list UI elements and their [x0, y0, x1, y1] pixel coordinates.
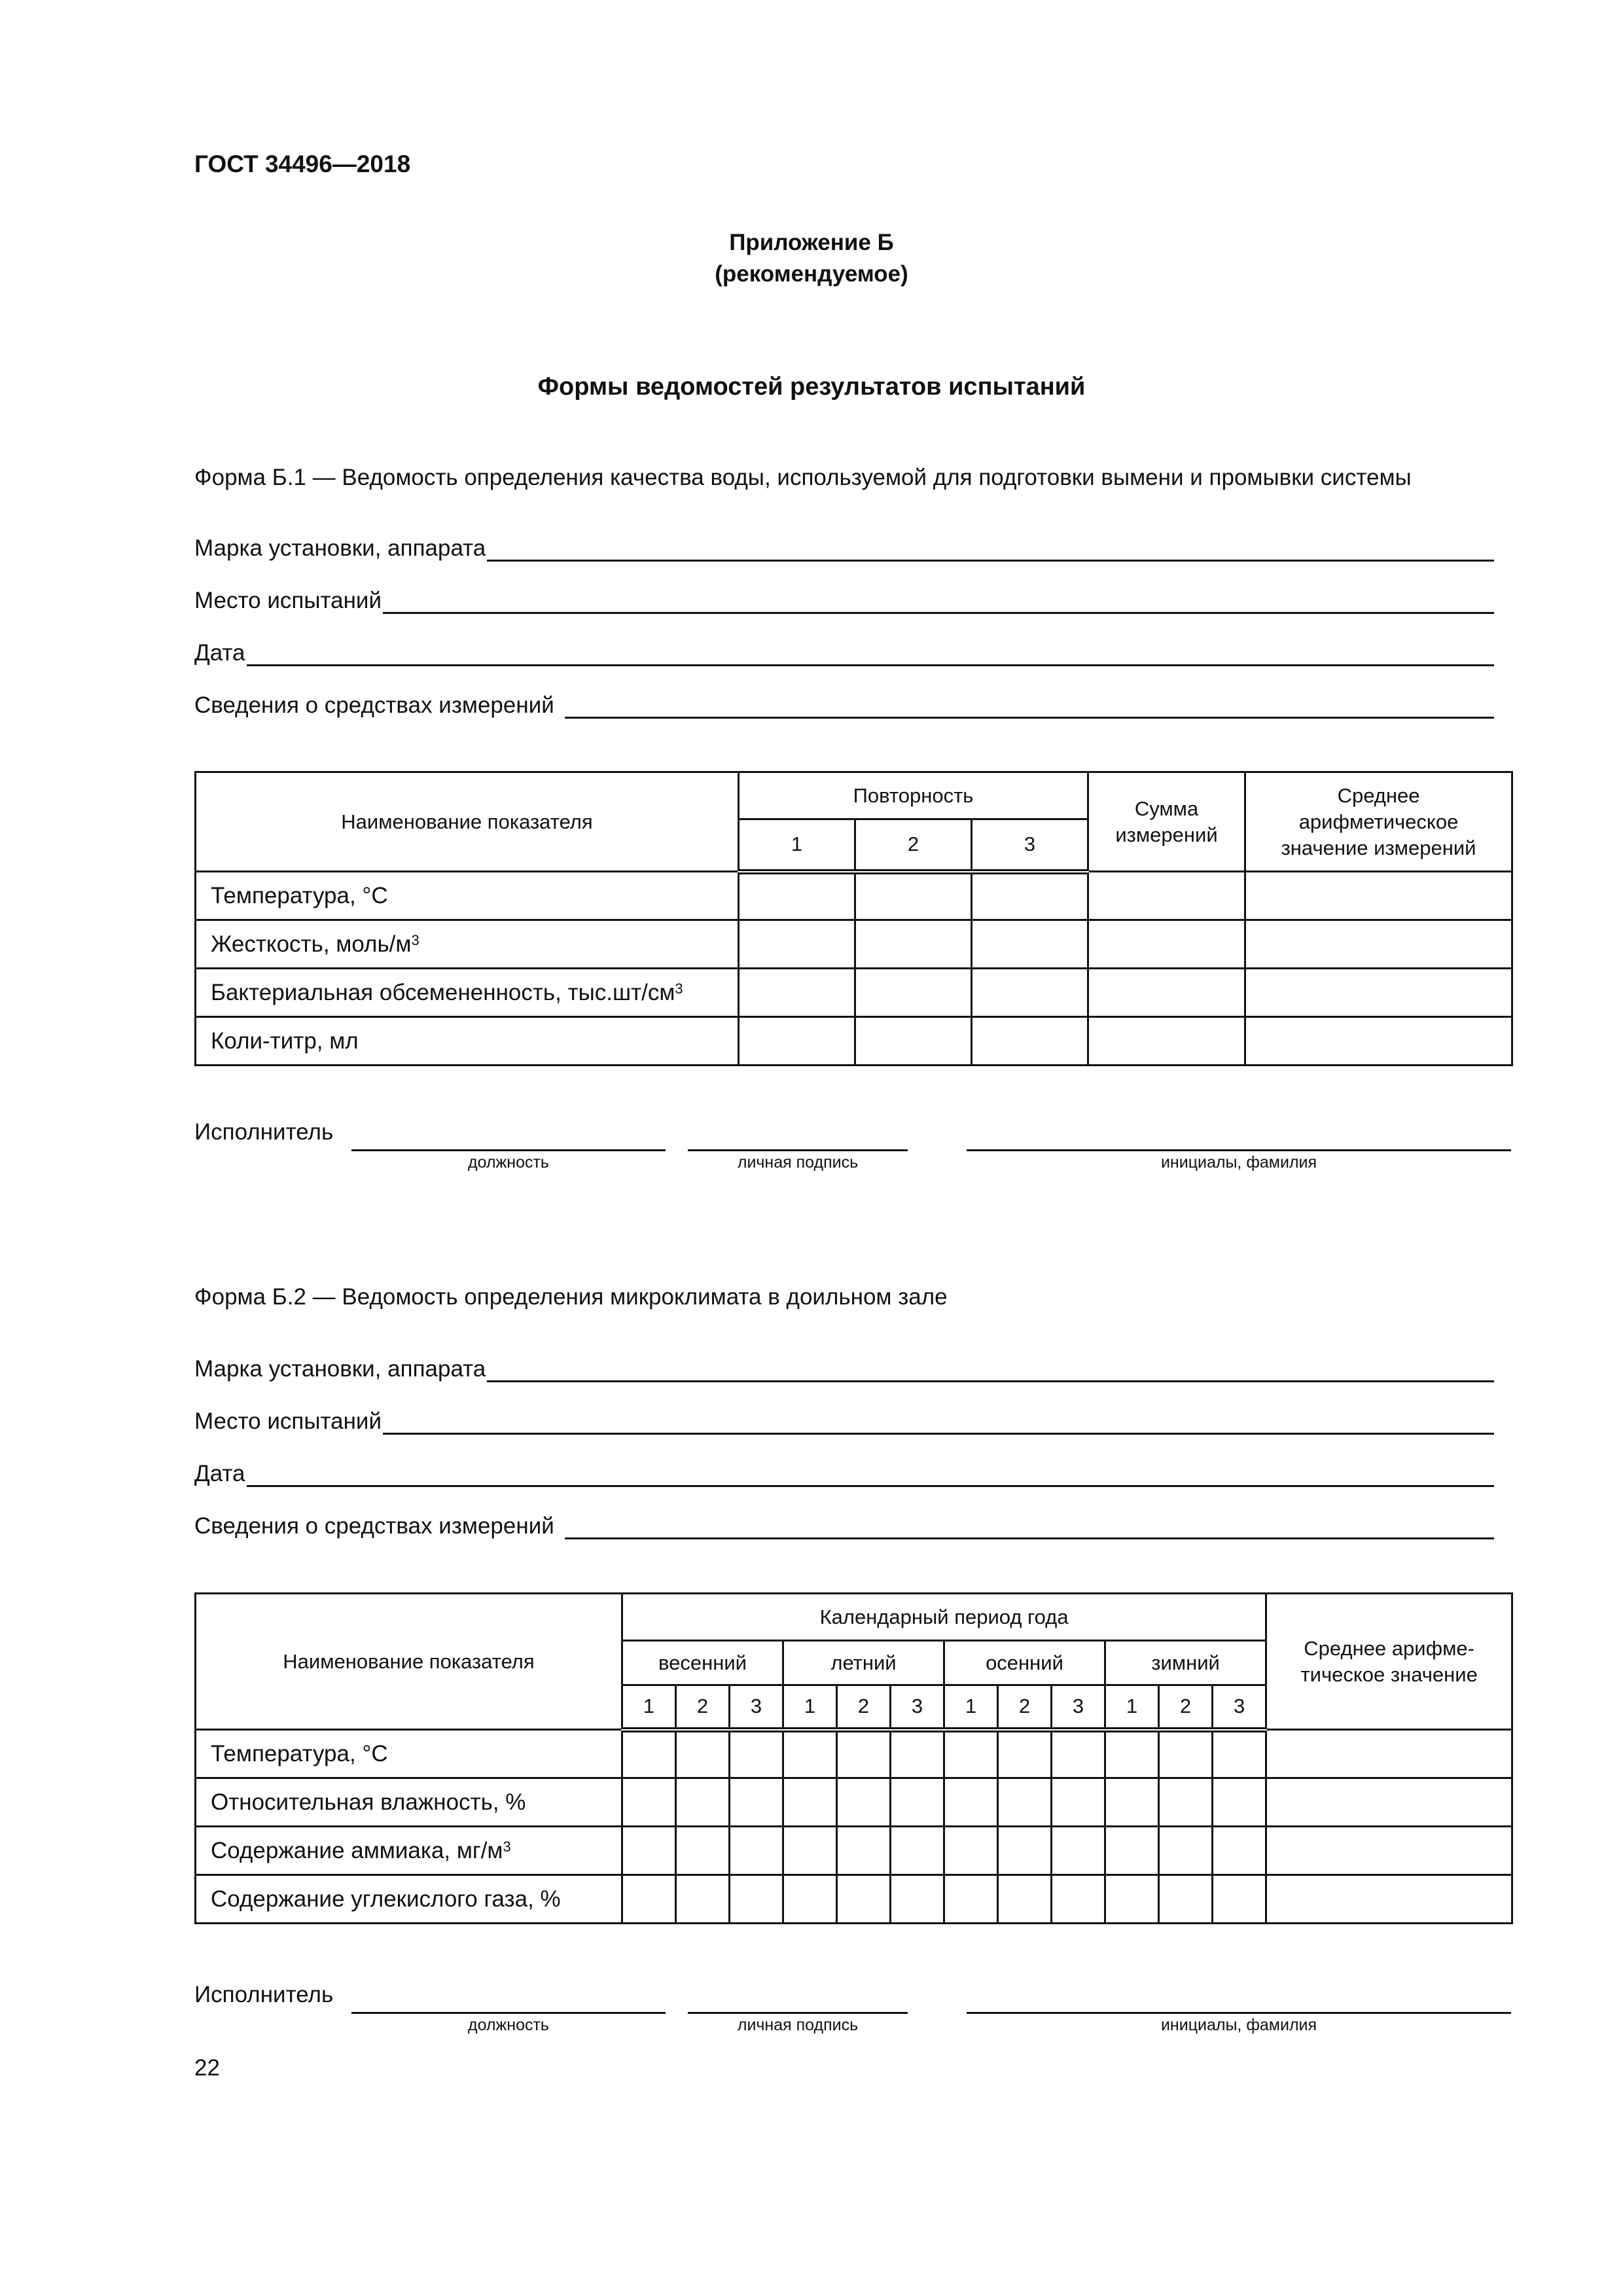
header-name: Наименование показателя [196, 1594, 622, 1730]
fill-line[interactable] [487, 535, 1494, 562]
sub-num: 1 [1105, 1685, 1159, 1730]
sub-num: 3 [1052, 1685, 1105, 1730]
cell[interactable] [1213, 1827, 1266, 1875]
page-title: Формы ведомостей результатов испытаний [537, 373, 1086, 401]
cell[interactable] [1052, 1730, 1105, 1778]
fill-line[interactable] [383, 587, 1494, 614]
form1-executor [194, 1119, 1511, 1191]
cell[interactable] [1245, 920, 1512, 969]
cell[interactable] [1159, 1730, 1213, 1778]
header-mean: Среднее арифме-тическое значение [1266, 1594, 1512, 1730]
table-row [196, 1875, 1512, 1924]
cell[interactable] [1159, 1875, 1213, 1924]
cell[interactable] [730, 1827, 783, 1875]
fill-line[interactable] [565, 692, 1494, 719]
position-caption: должность [468, 2016, 549, 2034]
sub-num: 2 [998, 1685, 1052, 1730]
position-caption: должность [468, 1153, 549, 1172]
header-repeat: Повторность [739, 772, 1088, 819]
table-row [196, 872, 1512, 920]
field-label: Сведения о средствах измерений [194, 1513, 554, 1539]
cell[interactable] [998, 1778, 1052, 1827]
cell[interactable] [739, 969, 855, 1017]
sub-num: 3 [891, 1685, 944, 1730]
cell[interactable] [837, 1827, 891, 1875]
season-summer: летний [783, 1641, 944, 1685]
cell[interactable] [783, 1778, 837, 1827]
row-label: Температура, °С [196, 872, 739, 920]
field-label: Сведения о средствах измерений [194, 692, 554, 718]
table-row [196, 1730, 1512, 1778]
form2-title: Форма Б.2 — Ведомость определения микроклимата в доильном зале [194, 1284, 948, 1310]
name-caption: инициалы, фамилия [1160, 2016, 1317, 2034]
table-row [196, 969, 1512, 1017]
form2-field-brand[interactable] [194, 1351, 1494, 1382]
form1-field-place[interactable] [194, 583, 1494, 614]
cell[interactable] [1052, 1875, 1105, 1924]
row-label: Относительная влажность, % [196, 1778, 622, 1827]
fill-line[interactable] [247, 1460, 1494, 1487]
signature-caption: личная подпись [737, 2016, 859, 2034]
repeat-num: 3 [972, 819, 1088, 872]
cell[interactable] [944, 1778, 998, 1827]
cell[interactable] [1213, 1778, 1266, 1827]
cell[interactable] [891, 1827, 944, 1875]
fill-line[interactable] [247, 639, 1494, 666]
fill-line[interactable] [383, 1408, 1494, 1435]
cell[interactable] [783, 1730, 837, 1778]
standard-number: ГОСТ 34496—2018 [194, 151, 411, 177]
table-row [196, 1778, 1512, 1827]
form2-field-instruments[interactable] [194, 1508, 1494, 1539]
executor-label: Исполнитель [194, 1982, 334, 2007]
row-label: Бактериальная обсемененность, $тыс.шт/см^3$ [196, 969, 739, 1017]
form1-table [194, 771, 1513, 1066]
sub-num: 1 [783, 1685, 837, 1730]
cell[interactable] [1159, 1778, 1213, 1827]
cell[interactable] [837, 1875, 891, 1924]
header-name: Наименование показателя [196, 772, 739, 872]
row-label: Содержание аммиака, $мг/м^3$ [196, 1827, 622, 1875]
cell[interactable] [676, 1827, 730, 1875]
cell[interactable] [972, 1017, 1088, 1066]
table-row [196, 1827, 1512, 1875]
cell[interactable] [891, 1875, 944, 1924]
form2-table [194, 1592, 1513, 1924]
cell[interactable] [622, 1875, 676, 1924]
position-line[interactable] [351, 1149, 666, 1151]
fill-line[interactable] [565, 1513, 1494, 1539]
season-spring: весенний [622, 1641, 783, 1685]
cell[interactable] [998, 1730, 1052, 1778]
field-label: Марка установки, аппарата [194, 535, 486, 561]
form1-field-instruments[interactable] [194, 687, 1494, 719]
cell[interactable] [1105, 1778, 1159, 1827]
cell[interactable] [730, 1778, 783, 1827]
field-label: Марка установки, аппарата [194, 1356, 486, 1382]
repeat-num: 2 [855, 819, 972, 872]
cell[interactable] [972, 920, 1088, 969]
cell[interactable] [1088, 920, 1245, 969]
cell[interactable] [837, 1730, 891, 1778]
cell[interactable] [944, 1730, 998, 1778]
form1-title: Форма Б.1 — Ведомость определения качества воды, используемой для подготовки вымени и промывки системы [194, 465, 1412, 490]
cell[interactable] [998, 1827, 1052, 1875]
cell[interactable] [739, 1017, 855, 1066]
cell[interactable] [1245, 872, 1512, 920]
row-label: Жесткость, моль/$м^3$ [196, 920, 739, 969]
cell[interactable] [944, 1875, 998, 1924]
executor-label: Исполнитель [194, 1119, 334, 1145]
cell[interactable] [891, 1778, 944, 1827]
cell[interactable] [855, 920, 972, 969]
cell[interactable] [1088, 1017, 1245, 1066]
name-caption: инициалы, фамилия [1160, 1153, 1317, 1172]
repeat-num: 1 [739, 819, 855, 872]
cell[interactable] [1266, 1730, 1512, 1778]
name-line[interactable] [967, 2012, 1511, 2014]
cell[interactable] [783, 1875, 837, 1924]
cell[interactable] [1052, 1827, 1105, 1875]
cell[interactable] [676, 1875, 730, 1924]
form2-field-date[interactable] [194, 1456, 1494, 1487]
field-label: Место испытаний [194, 588, 382, 613]
sub-num: 1 [622, 1685, 676, 1730]
cell[interactable] [730, 1730, 783, 1778]
form2-executor [194, 1982, 1511, 2054]
season-autumn: осенний [944, 1641, 1105, 1685]
appendix-title: Приложение Б [729, 230, 894, 255]
cell[interactable] [1105, 1730, 1159, 1778]
signature-line[interactable] [688, 2012, 908, 2014]
table-row [196, 1017, 1512, 1066]
cell[interactable] [1159, 1827, 1213, 1875]
row-label: Коли-титр, мл [196, 1017, 739, 1066]
header-sum: Сумма измерений [1088, 772, 1245, 872]
field-label: Дата [194, 1461, 245, 1486]
row-label: Содержание углекислого газа, % [196, 1875, 622, 1924]
cell[interactable] [783, 1827, 837, 1875]
sub-num: 1 [944, 1685, 998, 1730]
page-number: 22 [194, 2055, 220, 2081]
cell[interactable] [1213, 1875, 1266, 1924]
sub-num: 2 [676, 1685, 730, 1730]
cell[interactable] [676, 1730, 730, 1778]
cell[interactable] [1052, 1778, 1105, 1827]
cell[interactable] [855, 1017, 972, 1066]
sub-num: 3 [1213, 1685, 1266, 1730]
header-mean: Среднее арифметическое значение измерений [1245, 772, 1512, 872]
cell[interactable] [730, 1875, 783, 1924]
cell[interactable] [972, 872, 1088, 920]
sub-num: 2 [1159, 1685, 1213, 1730]
cell[interactable] [972, 969, 1088, 1017]
appendix-heading [0, 227, 1623, 290]
cell[interactable] [676, 1778, 730, 1827]
cell[interactable] [739, 920, 855, 969]
cell[interactable] [1266, 1827, 1512, 1875]
cell[interactable] [855, 872, 972, 920]
season-winter: зимний [1105, 1641, 1266, 1685]
form1-field-date[interactable] [194, 635, 1494, 666]
cell[interactable] [622, 1730, 676, 1778]
field-label: Место испытаний [194, 1408, 382, 1434]
cell[interactable] [1088, 969, 1245, 1017]
field-label: Дата [194, 640, 245, 666]
cell[interactable] [1088, 872, 1245, 920]
cell[interactable] [1105, 1827, 1159, 1875]
signature-line[interactable] [688, 1149, 908, 1151]
cell[interactable] [837, 1778, 891, 1827]
header-period: Календарный период года [622, 1594, 1266, 1641]
appendix-note: (рекомендуемое) [715, 261, 908, 287]
cell[interactable] [622, 1778, 676, 1827]
form1-field-brand[interactable] [194, 530, 1494, 562]
position-line[interactable] [351, 2012, 666, 2014]
name-line[interactable] [967, 1149, 1511, 1151]
cell[interactable] [855, 969, 972, 1017]
cell[interactable] [891, 1730, 944, 1778]
row-label: Температура, °С [196, 1730, 622, 1778]
cell[interactable] [1245, 969, 1512, 1017]
fill-line[interactable] [487, 1355, 1494, 1382]
form2-field-place[interactable] [194, 1403, 1494, 1435]
sub-num: 2 [837, 1685, 891, 1730]
cell[interactable] [944, 1827, 998, 1875]
cell[interactable] [1266, 1778, 1512, 1827]
table-row [196, 920, 1512, 969]
cell[interactable] [622, 1827, 676, 1875]
cell[interactable] [998, 1875, 1052, 1924]
cell[interactable] [1266, 1875, 1512, 1924]
sub-num: 3 [730, 1685, 783, 1730]
cell[interactable] [739, 872, 855, 920]
signature-caption: личная подпись [737, 1153, 859, 1172]
cell[interactable] [1245, 1017, 1512, 1066]
cell[interactable] [1105, 1875, 1159, 1924]
cell[interactable] [1213, 1730, 1266, 1778]
